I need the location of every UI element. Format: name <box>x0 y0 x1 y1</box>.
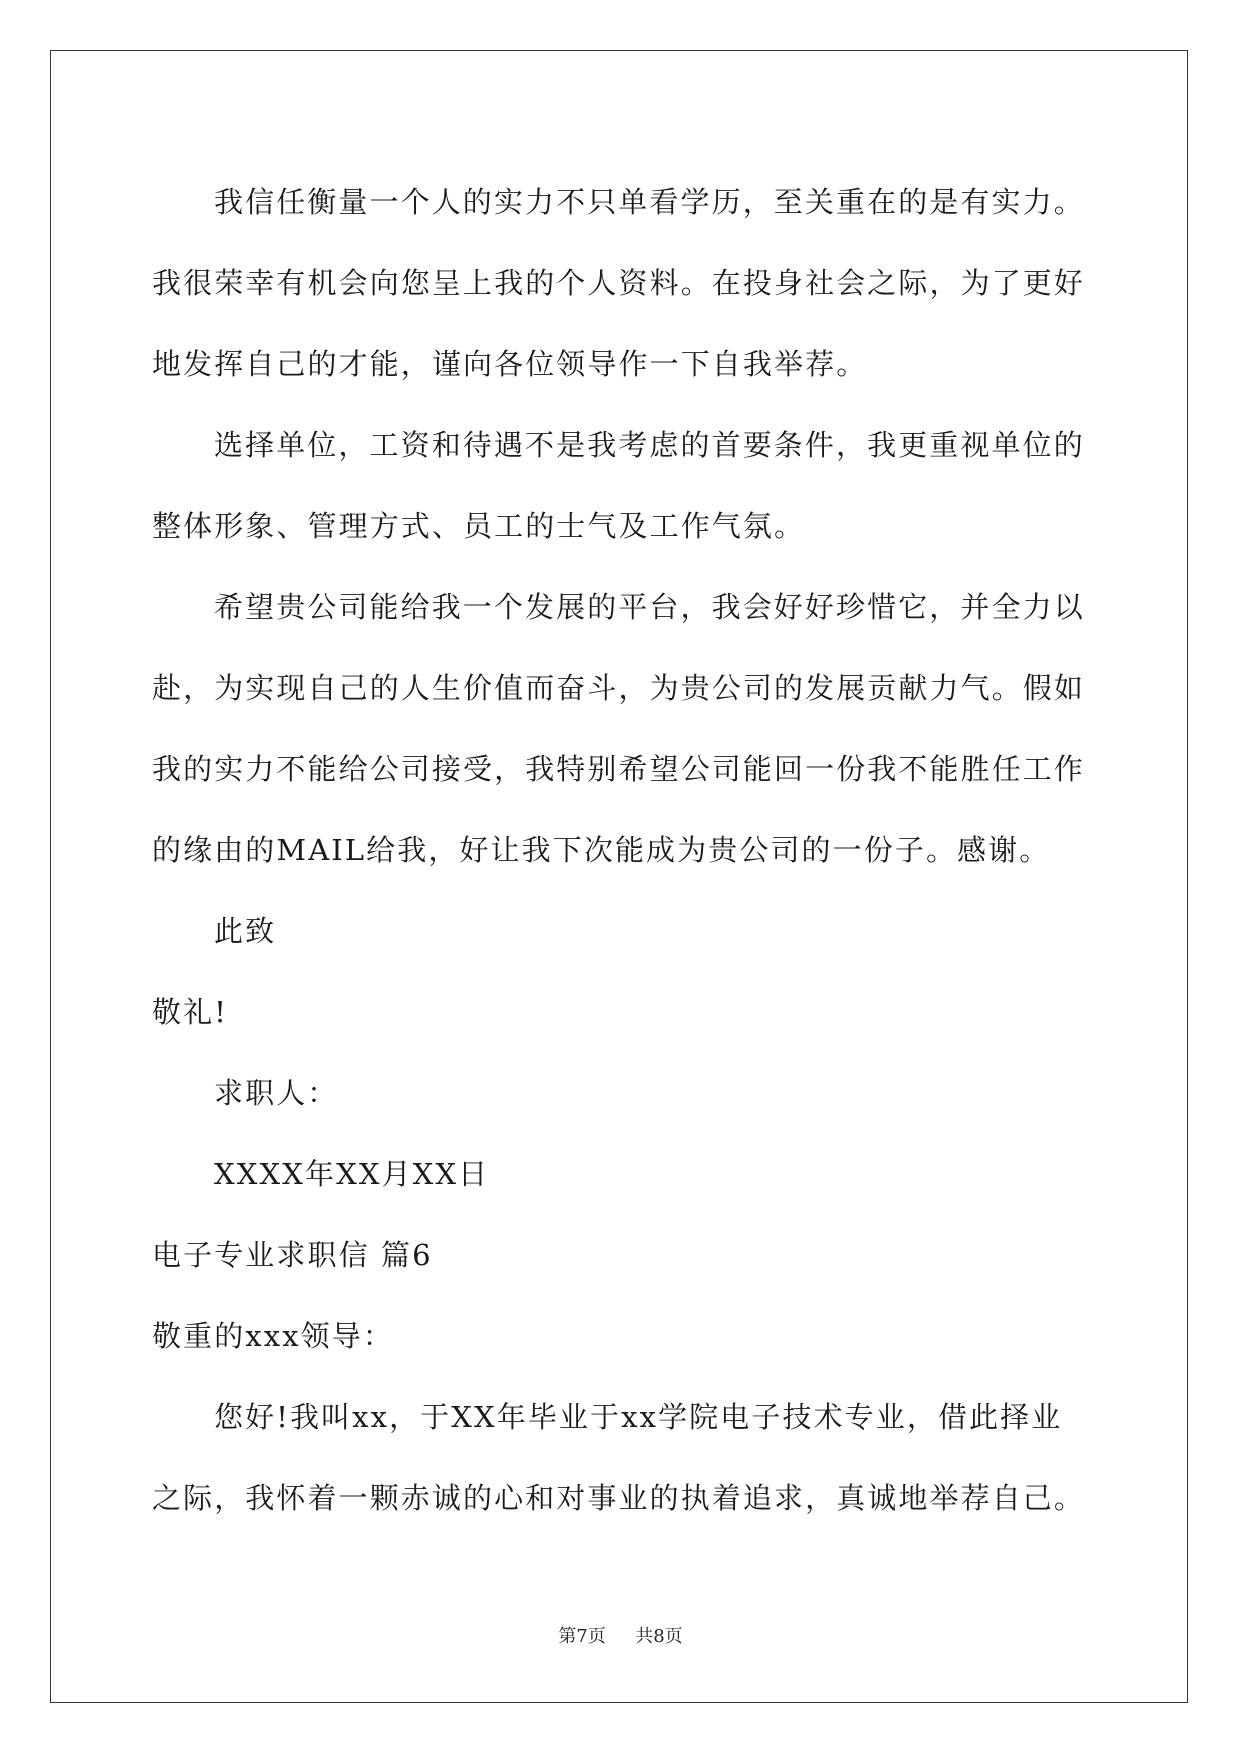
page-number: 第7页 <box>558 1626 606 1647</box>
text-line: 我信任衡量一个人的实力不只单看学历，至关重在的是有实力。 <box>214 185 1085 219</box>
text-line: 我的实力不能给公司接受，我特别希望公司能回一份我不能胜任工作 <box>152 752 1086 786</box>
text-line: 整体形象、管理方式、员工的士气及工作气氛。 <box>152 509 806 543</box>
applicant-label: 求职人： <box>214 1076 339 1110</box>
date-line: XXXX年XX月XX日 <box>214 1157 490 1191</box>
text-line: 地发挥自己的才能，谨向各位领导作一下自我举荐。 <box>152 347 868 381</box>
text-line: 的缘由的MAIL给我，好让我下次能成为贵公司的一份子。感谢。 <box>152 833 1051 867</box>
closing-salutation: 此致 <box>214 914 277 948</box>
text-line: 您好!我叫xx，于XX年毕业于xx学院电子技术专业，借此择业 <box>214 1400 1063 1434</box>
page-footer <box>0 1622 1241 1648</box>
document-body <box>152 162 1092 1539</box>
text-line: 选择单位，工资和待遇不是我考虑的首要条件，我更重视单位的 <box>214 428 1085 462</box>
text-line: 赴，为实现自己的人生价值而奋斗，为贵公司的发展贡献力气。假如 <box>152 671 1086 705</box>
greeting-line: 敬重的xxx领导： <box>152 1319 394 1353</box>
text-line: 之际，我怀着一颗赤诚的心和对事业的执着追求，真诚地举荐自己。 <box>152 1481 1086 1515</box>
section-heading: 电子专业求职信 篇6 <box>152 1238 433 1272</box>
text-line: 希望贵公司能给我一个发展的平台，我会好好珍惜它，并全力以 <box>214 590 1085 624</box>
closing-regards: 敬礼! <box>152 995 228 1029</box>
text-line: 我很荣幸有机会向您呈上我的个人资料。在投身社会之际，为了更好 <box>152 266 1086 300</box>
page-total: 共8页 <box>635 1626 683 1647</box>
